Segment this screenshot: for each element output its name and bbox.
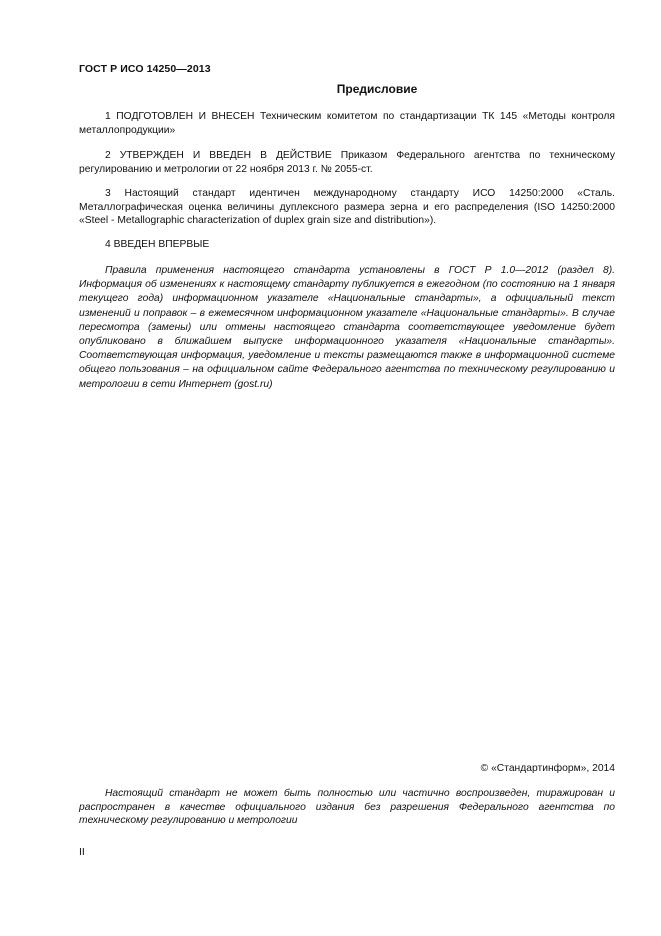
application-rules-notice: Правила применения настоящего стандарта установлены в ГОСТ Р 1.0—2012 (раздел 8). Информация об изменениях к настоящему стандарту публикуется в ежегодном (по состоянию на 1 января текущего года) информационном указателе «Национальные стандарты», а официальный текст изменений и поправок – в ежемесячном информационном указателе «Национальные стандарты». В случае пересмотра (замены) или отмены настоящего стандарта соответствующее уведомление будет опубликовано в ближайшем выпуске информационного указателя «Национальные стандарты». Соответствующая информация, уведомление и тексты размещаются также в информационной системе общего пользования – на официальном сайте Федерального агентства по техническому регулированию и метрологии в сети Интернет (gost.ru) [79, 265, 615, 390]
standard-code: ГОСТ Р ИСО 14250—2013 [79, 63, 211, 75]
section-4-introduced: 4 ВВЕДЕН ВПЕРВЫЕ [105, 239, 210, 250]
page-number: II [79, 846, 85, 858]
reproduction-disclaimer: Настоящий стандарт не может быть полностью или частично воспроизведен, тиражирован и распространен в качестве официального издания без разрешения Федерального агентства по техническому регулированию и метрологии [79, 788, 615, 826]
section-3-identical: 3 Настоящий стандарт идентичен международному стандарту ИСО 14250:2000 «Сталь. Металлографическая оценка величины дуплексного размера зерна и его распределения (ISO 14250:2000 «Steel - Metallographic characterization of duplex grain size and distribution»). [79, 188, 615, 226]
copyright-line: © «Стандартинформ», 2014 [480, 763, 615, 774]
section-2-approved: 2 УТВЕРЖДЕН И ВВЕДЕН В ДЕЙСТВИЕ Приказом Федерального агентства по техническому регулированию и метрологии от 22 ноября 2013 г. № 2055-ст. [79, 150, 615, 175]
page-title: Предисловие [336, 82, 418, 96]
section-1-prepared: 1 ПОДГОТОВЛЕН И ВНЕСЕН Техническим комитетом по стандартизации ТК 145 «Методы контроля металлопродукции» [79, 111, 615, 136]
